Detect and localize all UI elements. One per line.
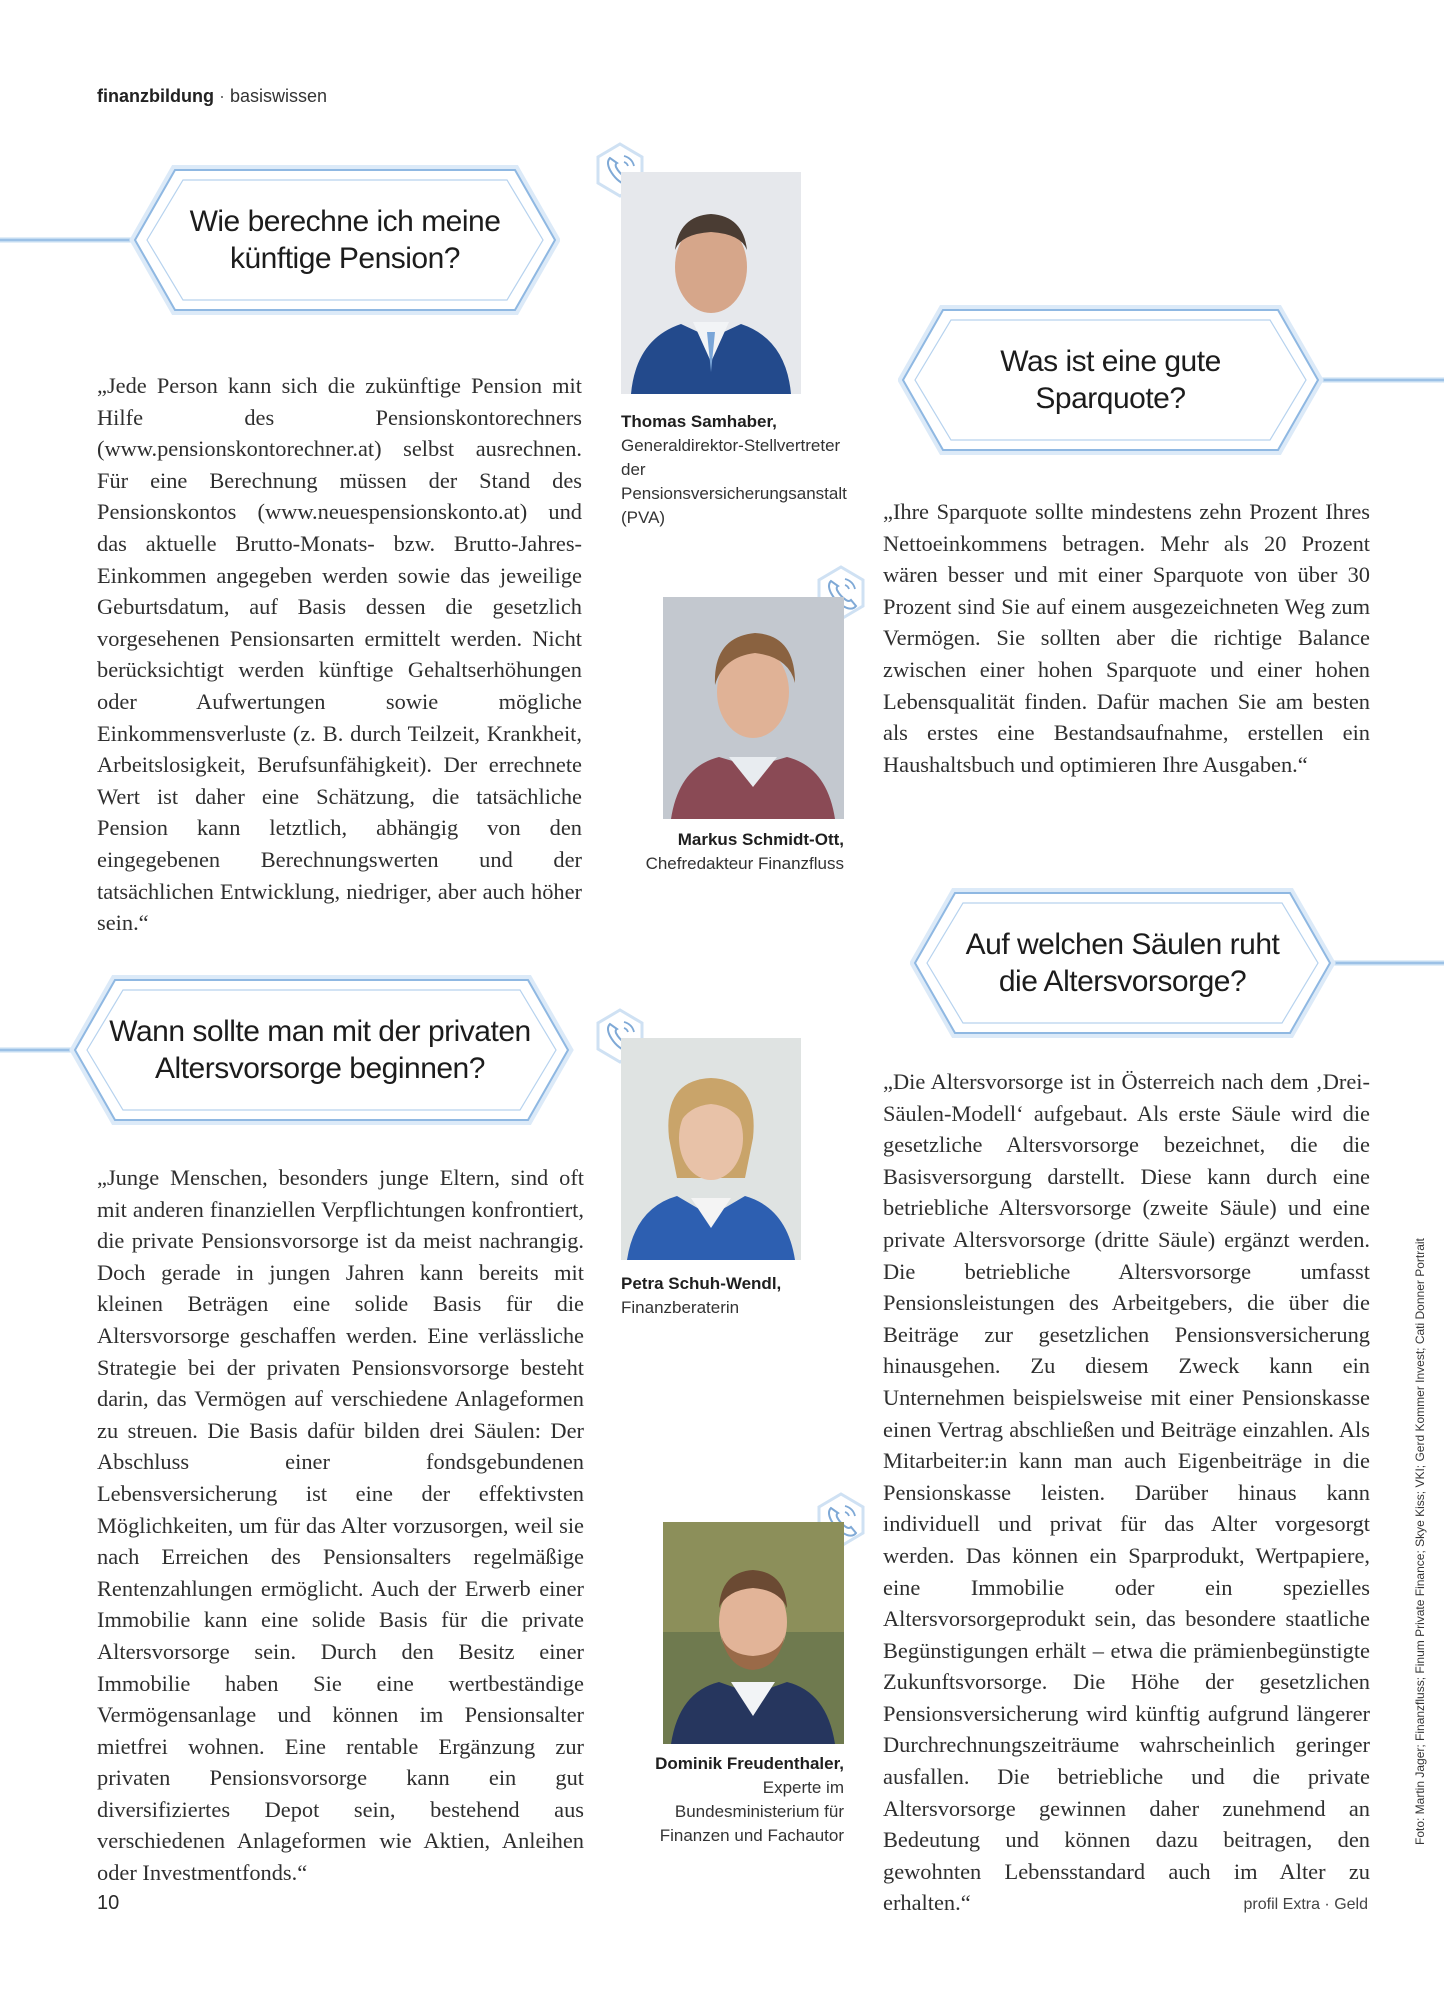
expert-name: Dominik Freudenthaler,	[655, 1754, 844, 1773]
answer-sparquote: „Ihre Sparquote sollte mindestens zehn Prozent Ihres Nettoeinkommens betragen. Mehr als 20 Prozent wären besser und mit einer Sparquote von über 30 Prozent sind Sie auf einem ausgezeichneten Weg zum Vermögen. Sie sollten aber die richtige Balance zwischen einer hohen Sparquote und einer hohen Lebensqualität finden. Dafür machen Sie am besten als erstes eine Bestandsaufnahme, erstellen ein Haushaltsbuch und optimieren Ihre Ausgaben.“	[883, 499, 1370, 777]
publication-name: profil Extra · Geld	[1243, 1896, 1368, 1913]
expert-role: Chefredakteur Finanzfluss	[645, 854, 844, 873]
portrait-thomas-samhaber	[621, 172, 801, 394]
caption-markus-schmidt-ott	[615, 828, 844, 876]
answer-pension: „Jede Person kann sich die zukünftige Pension mit Hilfe des Pensionskontorechners (www.pensionskontorechner.at) selbst ausrechnen. Für eine Berechnung müssen der Stand des Pensionskontos (www.neuespensionskonto.at) und das aktuelle Brutto-Monats- bzw. Brutto-Jahres-Einkommen angegeben werden sowie das jeweilige Geburtsdatum, auf Basis dessen die gesetzlich vorgesehenen Pensionsarten ermittelt werden. Nicht berücksichtigt werden künftige Gehaltserhöhungen oder Aufwertungen sowie mögliche Einkommensverluste (z. B. durch Teilzeit, Krankheit, Arbeitslosigkeit, Berufsunfähigkeit). Der errechnete Wert ist daher eine Schätzung, die tatsächliche Pension kann letztlich, abhängig von den eingegebenen Berechnungswerten und der tatsächlichen Entwicklung, niedriger, aber auch höher sein.“	[97, 373, 582, 936]
header-separator: ·	[219, 86, 225, 106]
running-header	[97, 86, 327, 107]
caption-dominik-freudenthaler	[624, 1752, 844, 1848]
expert-name: Markus Schmidt-Ott,	[677, 830, 844, 849]
answer-private-vorsorge: „Junge Menschen, besonders junge Eltern, sind oft mit anderen finanziellen Verpflichtungen konfrontiert, die private Pensionsvorsorge ist da meist nachrangig. Doch gerade in jungen Jahren kann bereits mit kleinen Beträgen eine solide Basis für die Altersvorsorge geschaffen werden. Eine verlässliche Strategie bei der privaten Pensionsvorsorge besteht darin, das Vermögen auf verschiedene Anlageformen zu streuen. Die Basis dafür bilden drei Säulen: Der Abschluss einer fondsgebundenen Lebensversicherung ist eine der effektivsten Möglichkeiten, um für das Alter vorzusorgen, weil sie nach Erreichen des Pensionsalters regelmäßige Rentenzahlungen ermöglicht. Auch der Erwerb einer Immobilie kann eine solide Basis für die private Altersvorsorge sein. Durch den Besitz einer Immobilie haben Sie eine wertbeständige Vermögensanlage und können im Pensionsalter mietfrei wohnen. Eine rentable Ergänzung zur privaten Pensionsvorsorge kann ein gut diversifiziertes Depot sein, bestehend aus verschiedenen Anlageformen wie Aktien, Anleihen oder Investmentfonds.“	[97, 1165, 584, 1886]
question-box-saeulen	[910, 888, 1444, 1038]
question-box-pension	[0, 165, 560, 315]
answer-saeulen: „Die Altersvorsorge ist in Österreich nach dem ‚Drei-Säulen-Modell‘ aufgebaut. Als erste Säule wird die gesetzliche Altersvorsorge bezeichnet, die die Basisversorgung darstellt. Diese kann durch eine betriebliche Altersvorsorge (zweite Säule) und eine private Altersvorsorge (dritte Säule) ergänzt werden. Die betriebliche Altersvorsorge umfasst Pensionsleistungen des Arbeitgebers, die über die Beiträge zur gesetzlichen Pensionsversicherung hinausgehen. Zu diesem Zweck kann ein Unternehmen beispielsweise mit einer Pensionskasse einen Vertrag abschließen und Beiträge einzahlen. Als Mitarbeiter:in kann man auch Eigenbeiträge in die Pensionskasse leisten. Darüber hinaus kann individuell und privat für das Alter vorgesorgt werden. Das können ein Sparprodukt, Wertpapiere, eine Immobilie oder ein spezielles Altersvorsorgeprodukt sein, das besondere staatliche Begünstigungen erhält – etwa die prämienbegünstigte Zukunftsvorsorge. Die Höhe der gesetzlichen Pensionsversicherung wird künftig aufgrund längerer Durchrechnungszeiträume wahrscheinlich geringer ausfallen. Die betriebliche und die private Altersvorsorge gewinnen daher zunehmend an Bedeutung und können dazu beitragen, den gewohnten Lebensstandard auch im Alter zu erhalten.“	[883, 1069, 1370, 1916]
expert-role: Generaldirektor-Stellvertreter der Pensionsversicherungsanstalt (PVA)	[621, 436, 847, 527]
question-title: Auf welchen Säulen ruht die Altersvorsorge?	[965, 928, 1280, 998]
caption-thomas-samhaber	[621, 410, 851, 530]
header-section: finanzbildung	[97, 86, 214, 106]
question-title: Was ist eine gute Sparquote?	[1000, 345, 1221, 415]
photo-credit: Foto: Martin Jager; Finanzfluss; Finum Private Finance; Skye Kiss; VKI; Gerd Kommer Invest; Cati Donner Portrait	[1413, 1238, 1427, 1845]
header-subsection: basiswissen	[230, 86, 328, 106]
expert-name: Thomas Samhaber,	[621, 412, 777, 431]
portrait-petra-schuh-wendl	[621, 1038, 801, 1260]
page-number: 10	[97, 1892, 120, 1914]
portrait-markus-schmidt-ott	[663, 597, 844, 819]
question-box-private-vorsorge	[0, 975, 575, 1125]
expert-name: Petra Schuh-Wendl,	[621, 1274, 782, 1293]
portrait-dominik-freudenthaler	[663, 1522, 844, 1744]
question-title: Wann sollte man mit der privaten Altersvorsorge beginnen?	[109, 1015, 531, 1085]
caption-petra-schuh-wendl	[621, 1272, 851, 1320]
expert-role: Finanzberaterin	[621, 1298, 740, 1317]
question-box-sparquote	[898, 305, 1444, 455]
expert-role: Experte im Bundesministerium für Finanzen und Fachautor	[659, 1778, 844, 1845]
question-title: Wie berechne ich meine künftige Pension?	[189, 205, 501, 275]
